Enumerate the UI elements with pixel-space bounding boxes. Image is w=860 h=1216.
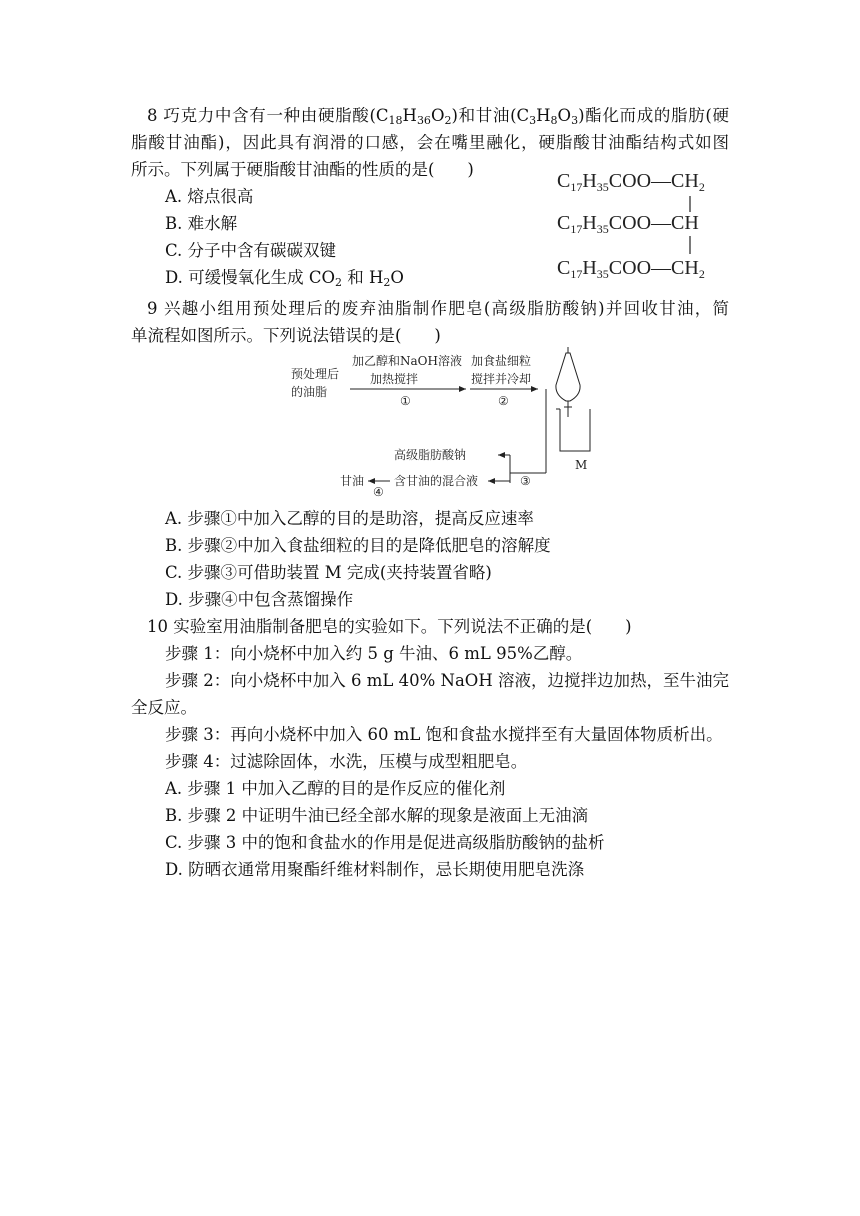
beaker-icon xyxy=(556,409,590,451)
q9-stem-line2: 单流程如图所示。下列说法错误的是( ) xyxy=(131,326,441,345)
flow-start-line1: 预处理后 xyxy=(291,367,340,381)
q10-option-c: C. 步骤 3 中的饱和食盐水的作用是促进高级脂肪酸钠的盐析 xyxy=(165,833,605,852)
flow-step1-num: ① xyxy=(400,394,411,408)
q10-option-b: B. 步骤 2 中证明牛油已经全部水解的现象是液面上无油滴 xyxy=(165,806,589,825)
q8-stem-line2: 脂酸甘油酯)，因此具有润滑的口感，会在嘴里融化，硬脂酸甘油酯结构式如图 xyxy=(131,133,729,152)
q8-option-a: A. 熔点很高 xyxy=(165,187,254,206)
q10-step2-line2: 全反应。 xyxy=(131,698,197,717)
flow-step4-num: ④ xyxy=(373,485,384,499)
flow-step3-num: ③ xyxy=(520,474,531,488)
q10-option-a: A. 步骤 1 中加入乙醇的目的是作反应的催化剂 xyxy=(165,779,506,798)
q9-stem-line1: 9 兴趣小组用预处理后的废弃油脂制作肥皂(高级脂肪酸钠)并回收甘油，简 xyxy=(147,299,729,318)
q10-option-d: D. 防晒衣通常用聚酯纤维材料制作，忌长期使用肥皂洗涤 xyxy=(165,860,585,879)
q8-option-d: D. 可缓慢氧化生成 $CO_2$ 和 $H_2O$ xyxy=(165,268,404,289)
formula-bonds xyxy=(680,190,700,260)
flow-step1-top1: 加乙醇和NaOH溶液 xyxy=(352,354,462,368)
flow-step1-top2: 加热搅拌 xyxy=(370,372,419,386)
formula-row-2: $C_{17}H_{35}COO—CH$ xyxy=(557,212,699,236)
q9-option-b: B. 步骤②中加入食盐细粒的目的是降低肥皂的溶解度 xyxy=(165,536,551,555)
flow-step2-top1: 加食盐细粒 xyxy=(471,354,532,368)
flow-glycerol-label: 甘油 xyxy=(340,474,365,488)
q10-step2-line1: 步骤 2：向小烧杯中加入 6 mL 40% NaOH 溶液，边搅拌边加热，至牛油完 xyxy=(165,671,729,690)
q9-option-d: D. 步骤④中包含蒸馏操作 xyxy=(165,590,354,609)
q8-option-c: C. 分子中含有碳碳双键 xyxy=(165,241,337,260)
q10-step3: 步骤 3：再向小烧杯中加入 60 mL 饱和食盐水搅拌至有大量固体物质析出。 xyxy=(165,725,723,744)
flow-step2-num: ② xyxy=(498,394,509,408)
q9-option-a: A. 步骤①中加入乙醇的目的是助溶，提高反应速率 xyxy=(165,509,534,528)
flow-mixture-label: 含甘油的混合液 xyxy=(394,474,479,488)
q8-stem-line1: 8 巧克力中含有一种由硬脂酸$(C_{18}H_{36}O_2)$和甘油$(C_3H_8O_3)$酯化而成的脂肪(硬 xyxy=(147,106,729,127)
q8-option-b: B. 难水解 xyxy=(165,214,238,233)
formula-row-1: $C_{17}H_{35}COO—CH_2$ xyxy=(557,170,705,194)
q10-stem: 10 实验室用油脂制备肥皂的实验如下。下列说法不正确的是( ) xyxy=(147,617,632,636)
apparatus-label: M xyxy=(575,458,588,472)
q9-option-c: C. 步骤③可借助装置 M 完成(夹持装置省略) xyxy=(165,563,492,582)
q10-step1: 步骤 1：向小烧杯中加入约 5 g 牛油、6 mL 95%乙醇。 xyxy=(165,644,583,663)
q8-stem-line3: 所示。下列属于硬脂酸甘油酯的性质的是( ) xyxy=(131,160,474,179)
flow-step2-top2: 搅拌并冷却 xyxy=(471,372,532,386)
separatory-funnel-icon xyxy=(556,347,580,417)
flow-start-line2: 的油脂 xyxy=(291,385,328,399)
q10-step4: 步骤 4：过滤除固体，水洗，压模与成型粗肥皂。 xyxy=(165,752,528,771)
flow-soap-label: 高级脂肪酸钠 xyxy=(394,448,467,462)
soap-flow-diagram xyxy=(270,345,610,500)
formula-row-3: $C_{17}H_{35}COO—CH_2$ xyxy=(557,257,705,281)
